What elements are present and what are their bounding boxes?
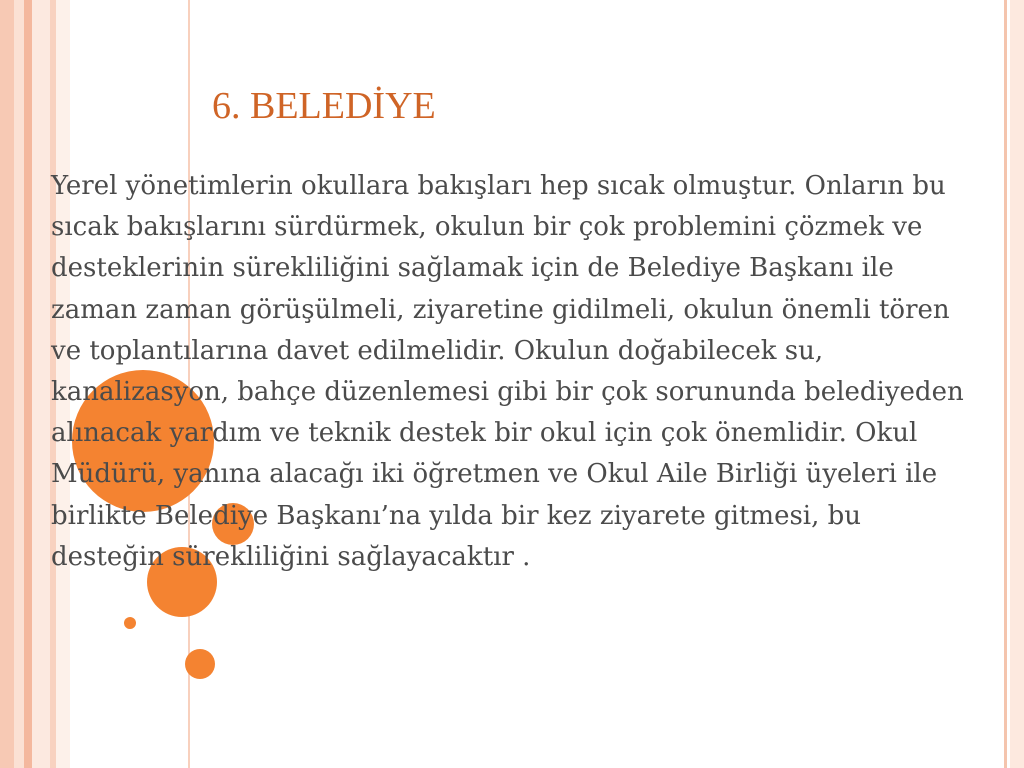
decorative-stripe bbox=[24, 0, 32, 768]
decorative-circle-small bbox=[124, 617, 136, 629]
decorative-stripe bbox=[1004, 0, 1007, 768]
decorative-stripe bbox=[14, 0, 24, 768]
decorative-circle-small bbox=[185, 649, 215, 679]
decorative-stripe bbox=[1010, 0, 1024, 768]
slide-title: 6. BELEDİYE bbox=[212, 85, 436, 127]
decorative-stripe bbox=[0, 0, 14, 768]
slide-body-text: Yerel yönetimlerin okullara bakışları hep sıcak olmuştur. Onların bu sıcak bakışlarını sürdürmek, okulun bir çok problemini çözmek ve desteklerinin sürekliliğini sağlamak için de Belediye Başkanı ile zaman zaman görüşülmeli, ziyaretine gidilmeli, okulun önemli tören ve toplantılarına davet edilmelidir. Okulun doğabilecek su, kanalizasyon, bahçe düzenlemesi gibi bir çok sorununda belediyeden alınacak yardım ve teknik destek bir okul için çok önemlidir. Okul Müdürü, yanına alacağı iki öğretmen ve Okul Aile Birliği üyeleri ile birlikte Belediye Başkanı’na yılda bir kez ziyarete gitmesi, bu desteğin sürekliliğini sağlayacaktır . bbox=[51, 171, 964, 572]
decorative-stripe bbox=[32, 0, 50, 768]
